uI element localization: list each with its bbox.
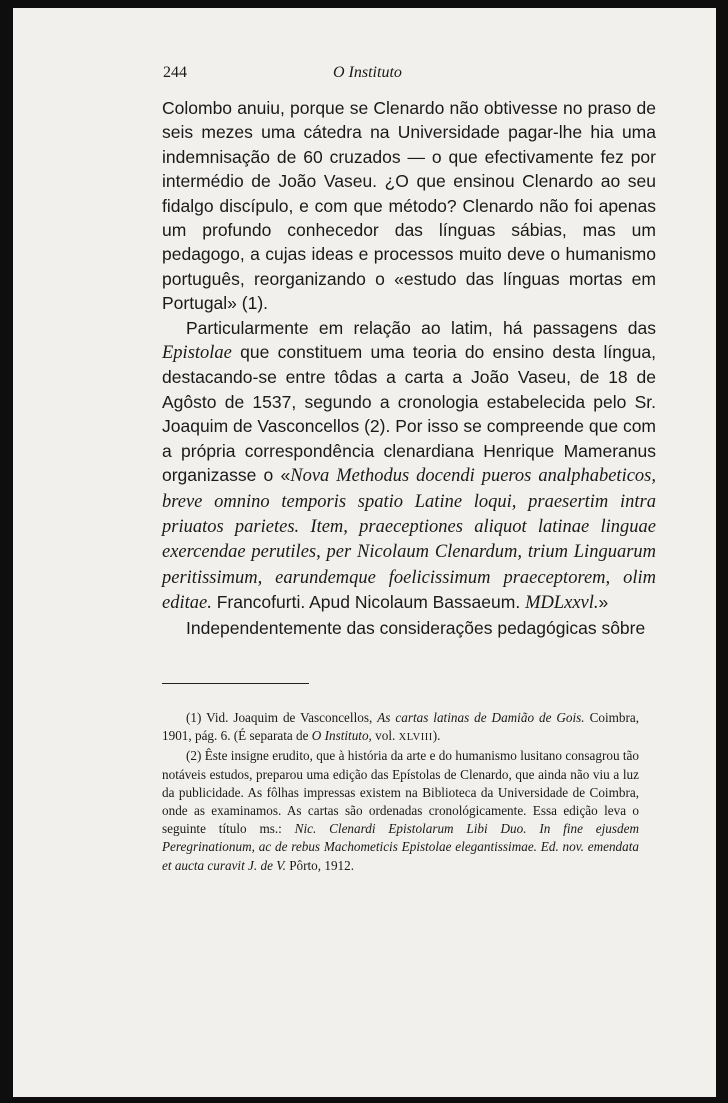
- footnotes: [162, 709, 639, 875]
- body-text: [162, 96, 656, 640]
- paragraph-2-text-a: Particularmente em relação ao latim, há passagens das: [186, 317, 656, 338]
- footnote-2-italic: Nic. Clenardi Epistolarum Libi Duo. In fine ejusdem Peregrinationum, ac de rebus Machometicis Epistolae elegantissimae. Ed. nov. emendata et aucta curavit J. de V.: [162, 821, 639, 873]
- paragraph-2-text-b: que constituem uma teoria do ensino desta língua, destacando-se entre tôdas a carta a João Vaseu, de 18 de Agôsto de 1537, segundo a cronologia estabelecida pelo Sr. Joaquim de Vasconcellos (2). Por isso se compreende que com a própria correspondência clenardiana Henrique Mameranus organizasse o «: [162, 342, 656, 486]
- footnote-2-text-b: Pôrto, 1912.: [289, 857, 355, 873]
- footnote-1-text-a: (1) Vid. Joaquim de Vasconcellos,: [186, 710, 373, 725]
- paragraph-3-text: Independentemente das considerações pedagógicas sôbre: [186, 617, 646, 638]
- book-page: [13, 8, 716, 1097]
- footnote-1-text-d: ).: [432, 728, 441, 744]
- running-head: [13, 64, 716, 88]
- paragraph-2: [162, 316, 656, 616]
- footnote-rule: [162, 683, 309, 684]
- paragraph-1: [162, 96, 656, 316]
- footnote-2-text-a: (2) Êste insigne erudito, que à história da arte e do humanismo lusitano consagrou tão notáveis estudos, preparou uma edição das Epístolas de Clenardo, que ainda não viu a luz da publicidade. As fôlhas impressas existem na Biblioteca da Universidade de Coimbra, onde as examinamos. As cartas são ordenadas cronológicamente. Essa edição leva o seguinte título ms.:: [162, 748, 639, 837]
- footnote-1-volume: XLVIII: [398, 732, 433, 744]
- closing-quote: »: [598, 592, 609, 613]
- roman-date: MDLxxvl.: [525, 593, 599, 614]
- running-title: O Instituto: [333, 64, 402, 81]
- epistolae-italic: Epistolae: [162, 343, 232, 364]
- footnote-1: [162, 709, 639, 747]
- nova-methodus-title: Nova Methodus docendi pueros analphabeticos, breve omnino temporis spatio Latine loqui, praesertim intra priuatos parietes. Item, praeceptiones aliquot latinae linguae exercendae perutiles, per Nicolaum Clenardum, trium Linguarum peritissimum, earundemque foelicissimum praeceptorem, olim editae.: [162, 466, 656, 614]
- footnote-2: [162, 747, 639, 874]
- footnote-1-italic-a: As cartas latinas de Damião de Gois.: [377, 710, 585, 725]
- footnote-1-italic-b: O Instituto,: [311, 728, 372, 744]
- paragraph-1-text: Colombo anuiu, porque se Clenardo não obtivesse no praso de seis mezes uma cátedra na Universidade pagar-lhe hia uma indemnisação de 60 cruzados — o que efectivamente fez por intermédio de João Vaseu. ¿O que ensinou Clenardo ao seu fidalgo discípulo, e com que método? Clenardo não foi apenas um profundo conhecedor das línguas sábias, mas um pedagogo, a cujas ideas e processos muito deve o humanismo português, reorganizando o «estudo das línguas mortas em Portugal» (1).: [162, 98, 656, 314]
- paragraph-2-text-c: Francofurti. Apud Nicolaum Bassaeum.: [216, 592, 521, 613]
- paragraph-3: [162, 616, 656, 640]
- page-number: 244: [163, 64, 187, 81]
- footnote-1-text-c: vol.: [375, 728, 396, 744]
- footnote-1-text-b: Coimbra, 1901, pág. 6. (É separata de: [162, 710, 640, 744]
